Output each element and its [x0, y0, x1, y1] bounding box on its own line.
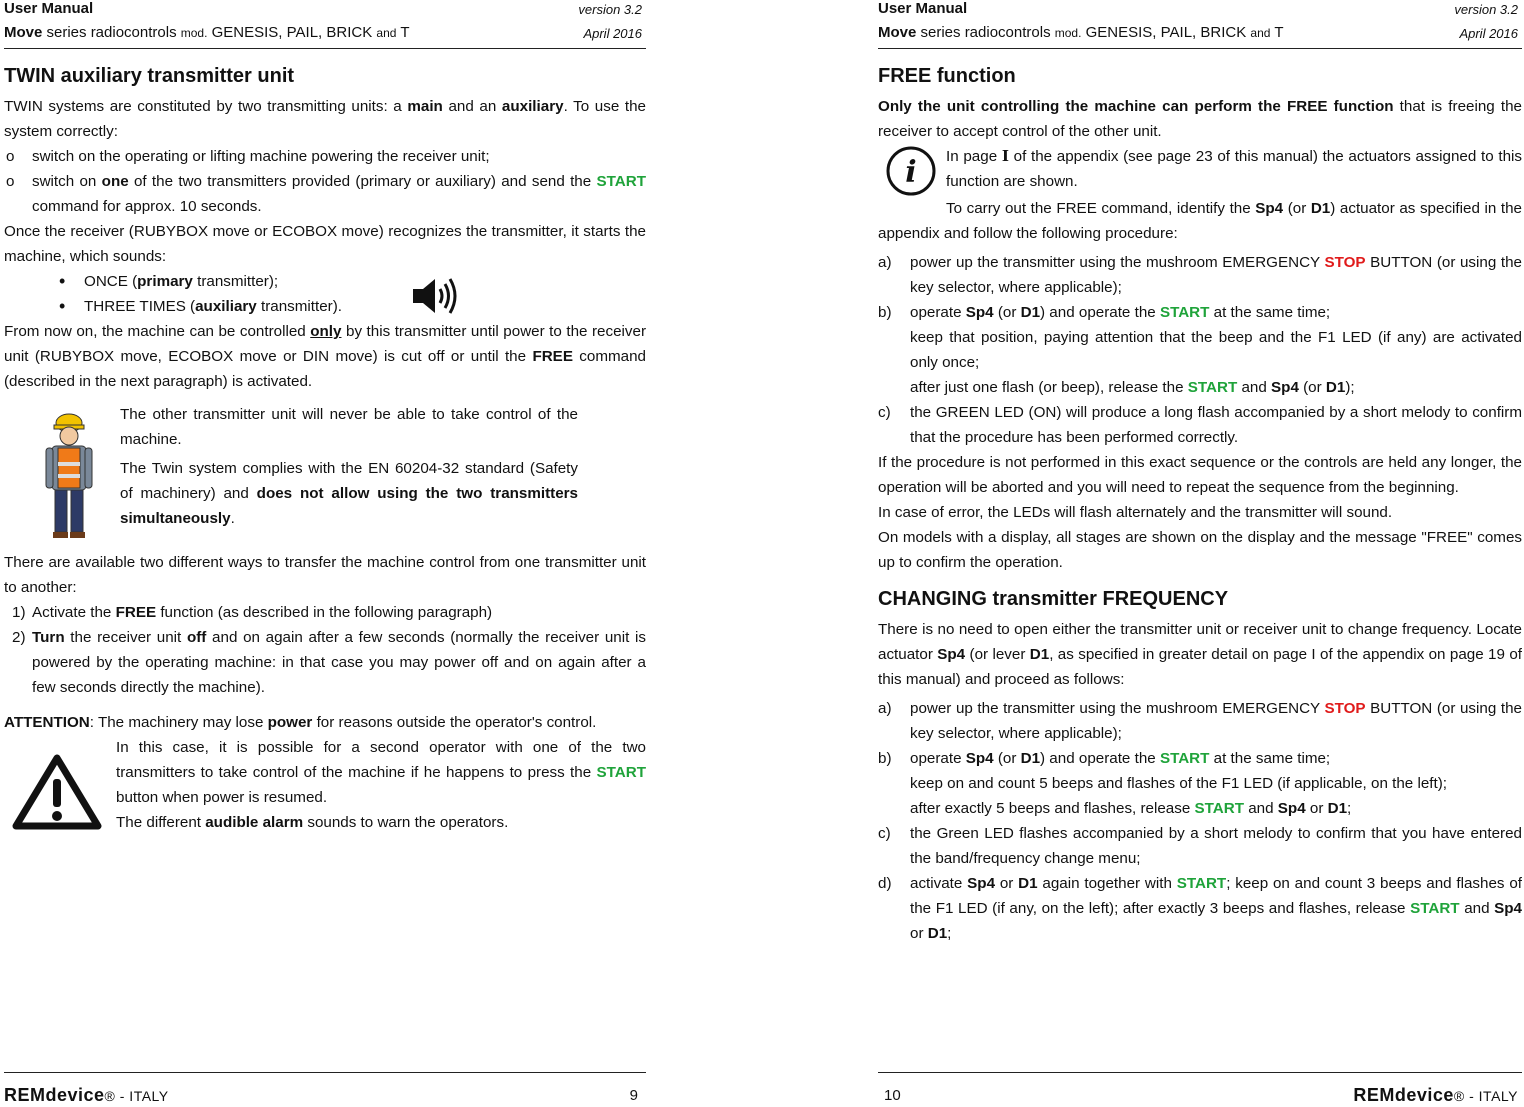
paragraph: In this case, it is possible for a second operator with one of the two transmitters to take control of the machine if he happens to press the START button when power is resumed.	[116, 739, 646, 806]
list-item: o switch on one of the two transmitters provided (primary or auxiliary) and send the START command for approx. 10 seconds.	[6, 173, 646, 215]
info-icon	[886, 146, 936, 196]
paragraph: To carry out the FREE command, identify the Sp4 (or D1) actuator as specified in the appendix and follow the following procedure:	[878, 200, 1522, 242]
paragraph: On models with a display, all stages are shown on the display and the message "FREE" comes up to confirm the operation.	[878, 529, 1522, 571]
list-item: o switch on the operating or lifting machine powering the receiver unit;	[6, 148, 490, 165]
list-item: 1) Activate the FREE function (as described in the following paragraph)	[12, 604, 493, 621]
list-item-detail: after just one flash (or beep), release the START and Sp4 (or D1);	[910, 379, 1355, 396]
list-item-detail: keep on and count 5 beeps and flashes of the F1 LED (if applicable, on the left);	[910, 775, 1447, 792]
svg-text:i: i	[905, 155, 917, 190]
list-item-detail: keep that position, paying attention that the beep and the F1 LED (if any) are activated only once;	[910, 329, 1522, 371]
date-label: April 2016	[1459, 26, 1518, 41]
attention-paragraph: ATTENTION: The machinery may lose power for reasons outside the operator's control.	[4, 714, 597, 731]
worker-icon	[44, 412, 94, 542]
warning-icon	[12, 753, 102, 831]
section-title: FREE function	[878, 65, 1016, 87]
paragraph: Once the receiver (RUBYBOX move or ECOBOX move) recognizes the transmitter, it starts the machine, which sounds:	[4, 223, 646, 265]
info-note	[878, 144, 1522, 194]
paragraph: The other transmitter unit will never be able to take control of the machine.	[120, 406, 578, 448]
manual-title: User Manual	[878, 0, 968, 17]
left-page	[4, 0, 646, 1106]
section-title: CHANGING transmitter FREQUENCY	[878, 588, 1229, 610]
product-line: Move series radiocontrols mod. GENESIS, PAIL, BRICK and T	[878, 24, 1284, 41]
paragraph: There are available two different ways to transfer the machine control from one transmitter unit to another:	[4, 554, 646, 596]
list-item: c) the GREEN LED (ON) will produce a long flash accompanied by a short melody to confirm that the procedure has been performed correctly.	[878, 404, 1522, 446]
section-title: TWIN auxiliary transmitter unit	[4, 65, 295, 87]
list-item: d) activate Sp4 or D1 again together with START; keep on and count 3 beeps and flashes of the F1 LED (if any, on the left); after exactly 3 beeps and flashes, release START and Sp4 or D1;	[878, 875, 1522, 942]
page-header	[4, 0, 646, 49]
paragraph: In page I of the appendix (see page 23 of this manual) the actuators assigned to this function are shown.	[946, 147, 1522, 190]
intro-paragraph: TWIN systems are constituted by two transmitting units: a main and an auxiliary. To use the system correctly:	[4, 98, 646, 140]
paragraph: There is no need to open either the transmitter unit or receiver unit to change frequency. Locate actuator Sp4 (or lever D1, as specified in greater detail on page I of the appendix on page 19 of this manual) and proceed as follows:	[878, 621, 1522, 688]
list-item: a) power up the transmitter using the mushroom EMERGENCY STOP BUTTON (or using the key selector, where applicable);	[878, 700, 1522, 742]
page-footer	[878, 1072, 1522, 1107]
list-item: 2) Turn the receiver unit off and on again after a few seconds (normally the receiver unit is powered by the operating machine: in that case you may power off and on again after a few seconds directly the machine).	[12, 629, 646, 696]
list-item-detail: after exactly 5 beeps and flashes, release START and Sp4 or D1;	[910, 800, 1352, 817]
page-number: 10	[884, 1087, 901, 1104]
paragraph: From now on, the machine can be controlled only by this transmitter until power to the receiver unit (RUBYBOX move, ECOBOX move or DIN move) is cut off or until the FREE command (described in the next paragraph) is activated.	[4, 323, 646, 390]
list-item: c) the Green LED flashes accompanied by a short melody to confirm that you have entered the band/frequency change menu;	[878, 825, 1522, 867]
lead-paragraph: Only the unit controlling the machine can perform the FREE function that is freeing the receiver to accept control of the other unit.	[878, 98, 1523, 140]
date-label: April 2016	[583, 26, 642, 41]
manual-title: User Manual	[4, 0, 94, 17]
list-item: • ONCE (primary transmitter);	[59, 271, 279, 291]
left-content	[4, 60, 646, 835]
list-item: a) power up the transmitter using the mushroom EMERGENCY STOP BUTTON (or using the key selector, where applicable);	[878, 254, 1522, 296]
page-footer	[4, 1072, 646, 1107]
remdevice-logo: REMdevice® - ITALY	[1353, 1085, 1518, 1105]
right-content	[878, 60, 1522, 946]
page-number: 9	[629, 1087, 638, 1104]
version-label: version 3.2	[578, 2, 642, 17]
product-line: Move series radiocontrols mod. GENESIS, PAIL, BRICK and T	[4, 24, 410, 41]
right-page	[878, 0, 1522, 1106]
list-item: b) operate Sp4 (or D1) and operate the START at the same time;	[878, 304, 1331, 321]
paragraph: If the procedure is not performed in this exact sequence or the controls are held any longer, the operation will be aborted and you will need to repeat the sequence from the beginning.	[878, 454, 1522, 496]
paragraph: In case of error, the LEDs will flash alternately and the transmitter will sound.	[878, 504, 1393, 521]
paragraph: The different audible alarm sounds to warn the operators.	[116, 814, 509, 831]
speaker-icon	[409, 276, 457, 316]
version-label: version 3.2	[1454, 2, 1518, 17]
list-item: b) operate Sp4 (or D1) and operate the START at the same time;	[878, 750, 1331, 767]
paragraph: The Twin system complies with the EN 60204-32 standard (Safety of machinery) and does not allow using the two transmitters simultaneously.	[120, 460, 579, 527]
page-header	[878, 0, 1522, 49]
worker-note	[4, 402, 646, 540]
warning-note	[4, 735, 646, 835]
list-item: • THREE TIMES (auxiliary transmitter).	[4, 294, 646, 319]
remdevice-logo: REMdevice® - ITALY	[4, 1085, 169, 1105]
